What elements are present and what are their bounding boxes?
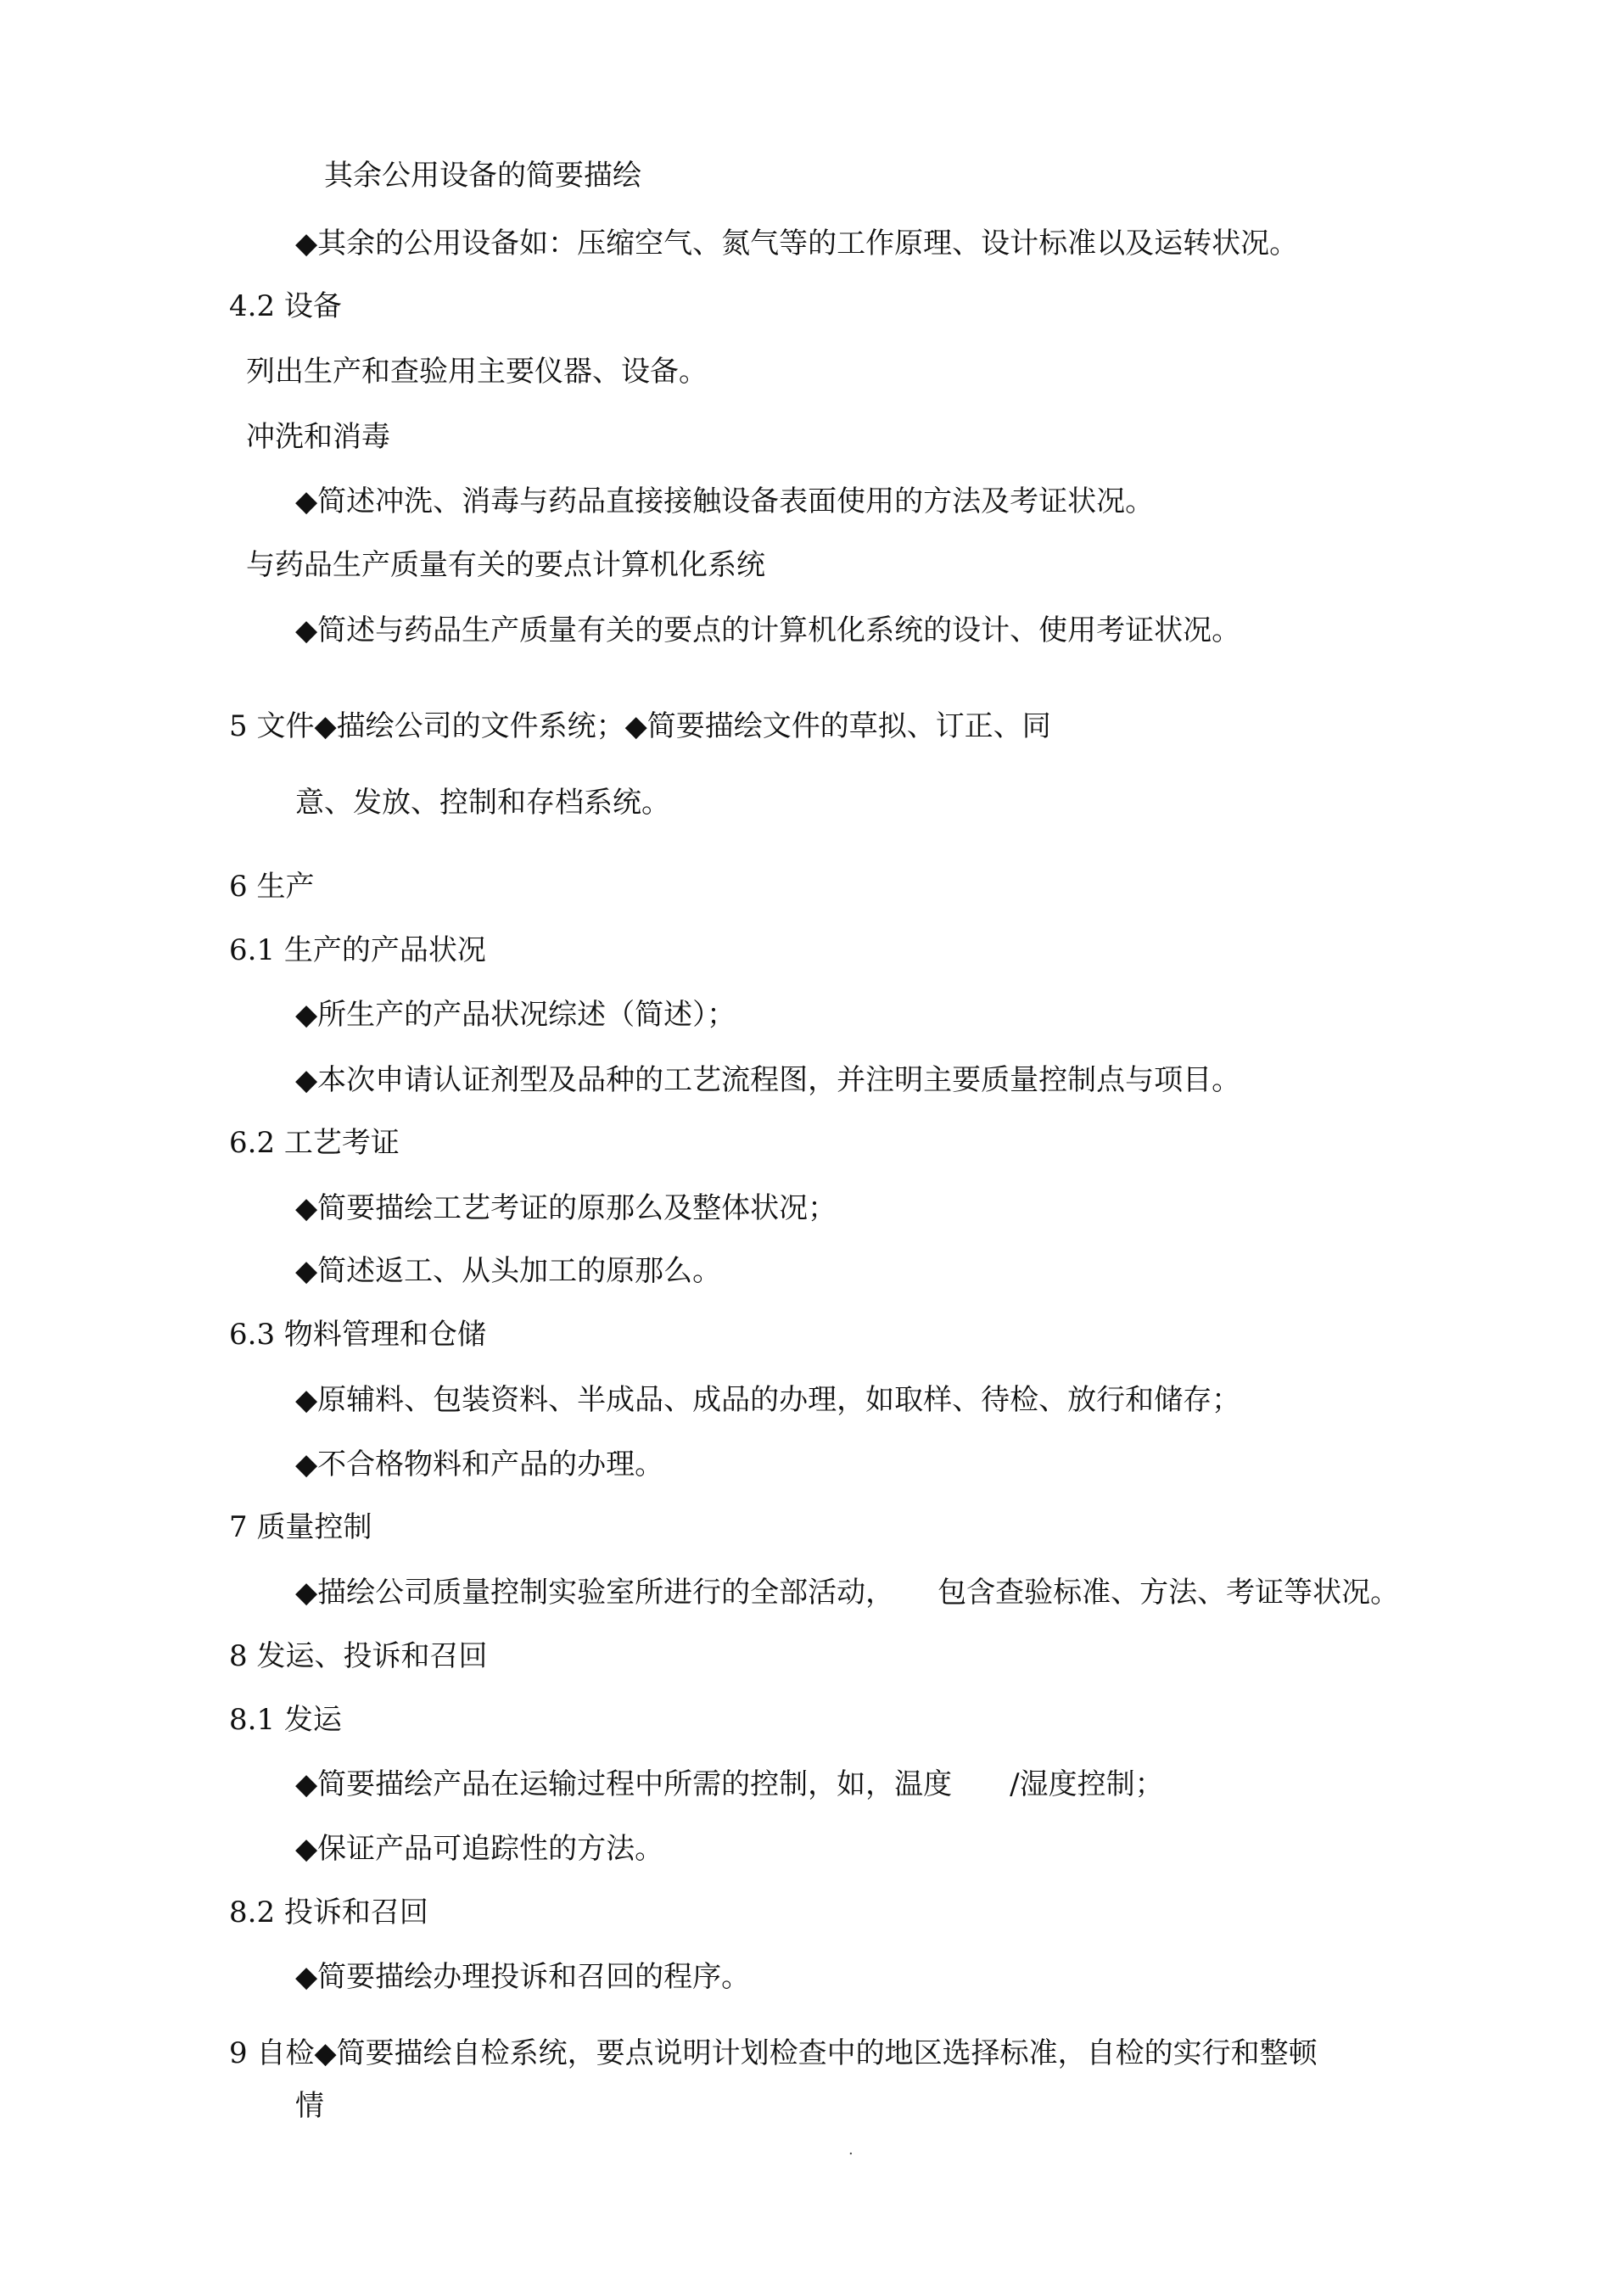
section-heading-8: 8 发运、投诉和召回	[229, 1639, 488, 1673]
text-line-bullet: ◆其余的公用设备如：压缩空气、氮气等的工作原理、设计标准以及运转状况。	[295, 227, 1299, 260]
section-heading-9: 9 自检◆简要描绘自检系统，要点说明计划检查中的地区选择标准，自检的实行和整顿	[229, 2036, 1318, 2070]
section-heading-5: 5 文件◆描绘公司的文件系统；◆简要描绘文件的草拟、订正、同	[229, 709, 1051, 743]
text-line-bullet: ◆简述冲洗、消毒与药品直接接触设备表面使用的方法及考证状况。	[295, 484, 1155, 518]
page-footer-mark: .	[848, 2141, 853, 2159]
text-line-continuation: 情	[295, 2089, 324, 2123]
section-heading-7: 7 质量控制	[229, 1510, 372, 1544]
text-line-continuation: 意、发放、控制和存档系统。	[295, 786, 670, 820]
section-heading-6: 6 生产	[229, 870, 315, 904]
text-line-bullet: ◆简要描绘工艺考证的原那么及整体状况；	[295, 1191, 837, 1225]
section-heading-6-2: 6.2 工艺考证	[229, 1126, 400, 1160]
section-heading-8-2: 8.2 投诉和召回	[229, 1896, 428, 1929]
text-line-bullet: ◆所生产的产品状况综述（简述）；	[295, 998, 736, 1032]
section-heading-6-1: 6.1 生产的产品状况	[229, 933, 486, 967]
subheading-computer-systems: 与药品生产质量有关的要点计算机化系统	[246, 548, 765, 582]
text-line-bullet: ◆本次申请认证剂型及品种的工艺流程图，并注明主要质量控制点与项目。	[295, 1063, 1241, 1097]
text-line-bullet: ◆简要描绘办理投诉和召回的程序。	[295, 1960, 751, 1994]
text-line-other-utilities-heading: 其余公用设备的简要描绘	[324, 159, 641, 193]
text-line-bullet: ◆简述与药品生产质量有关的要点的计算机化系统的设计、使用考证状况。	[295, 613, 1241, 647]
text-line-bullet: ◆不合格物料和产品的办理。	[295, 1448, 664, 1481]
section-heading-8-1: 8.1 发运	[229, 1703, 342, 1737]
text-line-bullet: ◆保证产品可追踪性的方法。	[295, 1832, 664, 1866]
text-line-bullet: ◆简要描绘产品在运输过程中所需的控制，如，温度 /湿度控制；	[295, 1767, 1164, 1801]
text-line-bullet: ◆简述返工、从头加工的原那么。	[295, 1254, 722, 1288]
text-line: 列出生产和查验用主要仪器、设备。	[246, 355, 708, 389]
subheading-cleaning: 冲洗和消毒	[246, 420, 390, 454]
section-heading-4-2: 4.2 设备	[229, 289, 342, 323]
text-line-bullet: ◆描绘公司质量控制实验室所进行的全部活动， 包含查验标准、方法、考证等状况。	[295, 1576, 1400, 1610]
text-line-bullet: ◆原辅料、包装资料、半成品、成品的办理，如取样、待检、放行和储存；	[295, 1383, 1241, 1417]
section-heading-6-3: 6.3 物料管理和仓储	[229, 1318, 486, 1352]
